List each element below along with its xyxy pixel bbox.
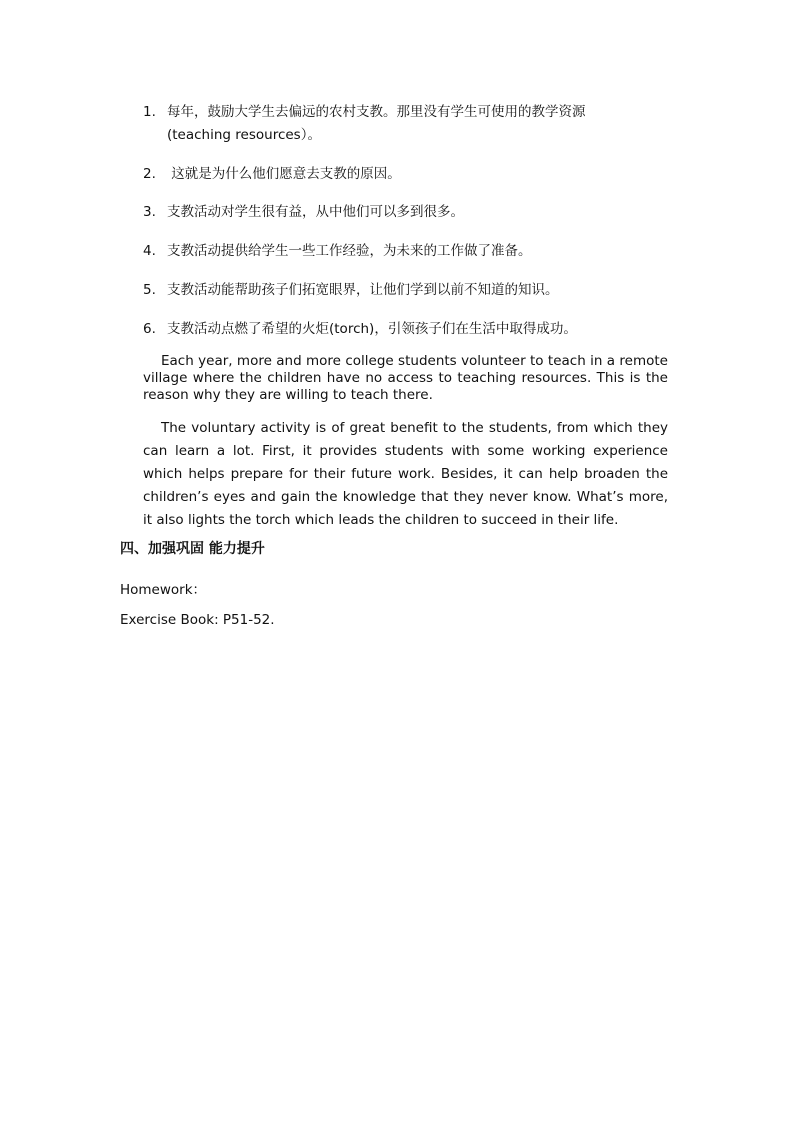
list-item-1: [143, 100, 586, 125]
list-number: 4.: [143, 243, 156, 259]
list-item-2: [143, 162, 401, 187]
exercise-line: Exercise Book: P51-52.: [120, 612, 275, 628]
section-heading: 四、加强巩固 能力提升: [120, 541, 265, 557]
list-text: 每年，鼓励大学生去偏远的农村支教。那里没有学生可使用的教学资源: [167, 104, 586, 120]
list-text: 这就是为什么他们愿意去支教的原因。: [167, 166, 401, 182]
list-number: 3.: [143, 204, 156, 220]
essay-paragraph-1: Each year, more and more college students volunteer to teach in a remote village where the children have no access to teaching resources. This is the reason why they are willing to teach there.: [143, 353, 668, 403]
list-item-3: [143, 200, 464, 225]
essay-paragraph-2: The voluntary activity is of great benefit to the students, from which they can learn a lot. First, it provides students with some working experience which helps prepare for their future work. Besides, it can help broaden the children’s eyes and gain the knowledge that they never know. What’s more, it also lights the torch which leads the children to succeed in their life.: [143, 420, 668, 528]
list-text: 支教活动点燃了希望的火炬(torch)，引领孩子们在生活中取得成功。: [167, 321, 577, 337]
list-item-5: [143, 278, 559, 303]
list-number: 1.: [143, 104, 156, 120]
list-text: 支教活动提供给学生一些工作经验，为未来的工作做了准备。: [167, 243, 532, 259]
list-item-1-continuation: (teaching resources）。: [167, 127, 321, 143]
list-number: 5.: [143, 282, 156, 298]
list-item-6: [143, 317, 577, 342]
homework-label: Homework：: [120, 582, 207, 598]
list-text: 支教活动能帮助孩子们拓宽眼界，让他们学到以前不知道的知识。: [167, 282, 559, 298]
list-text: 支教活动对学生很有益，从中他们可以多到很多。: [167, 204, 464, 220]
list-number: 2.: [143, 166, 156, 182]
list-number: 6.: [143, 321, 156, 337]
list-item-4: [143, 239, 532, 264]
